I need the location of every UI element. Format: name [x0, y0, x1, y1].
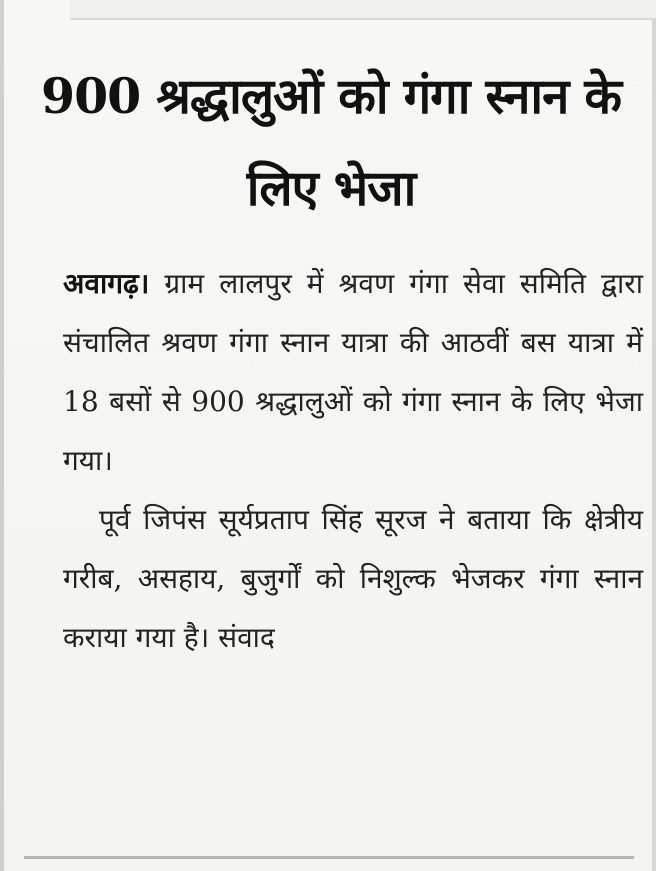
paragraph-1-text: ग्राम लालपुर में श्रवण गंगा सेवा समिति द्वारा संचालित श्रवण गंगा स्नान यात्रा की आठवीं बस यात्रा में 18 बसों से 900 श्रद्धालुओं को गंगा स्नान के लिए भेजा गया।: [63, 267, 643, 477]
paragraph-1: [63, 254, 643, 490]
right-edge: [652, 0, 656, 871]
dateline: अवागढ़।: [63, 267, 150, 300]
left-edge: [0, 0, 4, 871]
credit: संवाद: [209, 621, 275, 654]
headline: 900 श्रद्धालुओं को गंगा स्नान के लिए भेजा: [40, 67, 622, 217]
top-rule: [70, 0, 656, 20]
paragraph-2: [63, 490, 643, 667]
article-body: [63, 254, 643, 667]
bottom-rule: [24, 856, 634, 859]
paragraph-2-text: पूर्व जिपंस सूर्यप्रताप सिंह सूरज ने बताया कि क्षेत्रीय गरीब, असहाय, बुजुर्गों को निशुल्क भेजकर गंगा स्नान कराया गया है।: [63, 503, 643, 654]
